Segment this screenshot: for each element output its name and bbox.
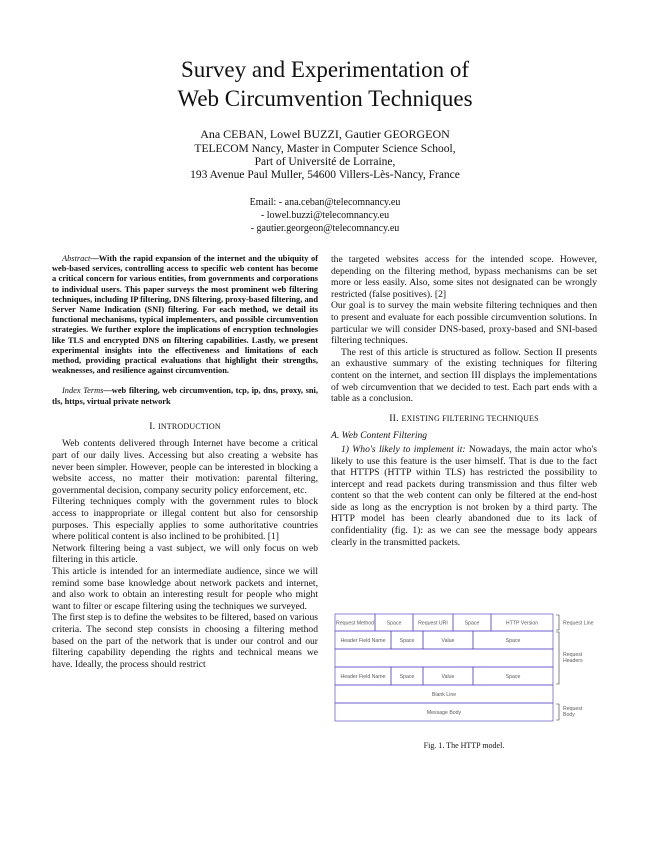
label-request-body: Request bbox=[563, 706, 583, 712]
cell-space: Space bbox=[464, 620, 480, 627]
email-line: - gautier.georgeon@telecomnancy.eu bbox=[250, 223, 400, 234]
right-column bbox=[331, 254, 597, 548]
author-names: Ana CEBAN, Lowel BUZZI, Gautier GEORGEON bbox=[200, 127, 450, 141]
section-number: II. bbox=[389, 412, 402, 424]
index-terms bbox=[52, 386, 318, 406]
http-model-figure bbox=[334, 612, 600, 725]
cell-space: Space bbox=[399, 638, 415, 644]
abstract-text: —With the rapid expansion of the internet and the ubiquity of web-based services, controlling access to specific web content has become a critical concern for various entities, from governments and corporations to individual users. This paper surveys the most prominent web filtering techniques, including IP filtering, DNS filtering, proxy-based filtering, and Server Name Indication (SNI) filtering. For each method, we detail its functional mechanisms, typical implementers, and possible circumvention strategies. We further explore the implications of encryption technologies like TLS and encrypted DNS on filtering capabilities. Lastly, we present experimental insights into the effectiveness and limitations of each method, providing practical evaluations that highlight their strengths, weaknesses, and resilience against circumvention. bbox=[52, 254, 318, 376]
cell-blank-line: Blank Line bbox=[431, 692, 457, 698]
index-terms-text: —web filtering, web circumvention, tcp, ip, dns, proxy, sni, tls, https, virtual private network bbox=[52, 386, 318, 406]
cell-space: Space bbox=[399, 674, 415, 680]
cell-space: Space bbox=[505, 638, 521, 644]
paragraph bbox=[331, 444, 597, 548]
paragraph: the targeted websites access for the intended scope. However, depending on the filtering method, bypass mechanisms can be set more or less easily. Also, some sites not designated can be wrongly restricted (false positives). [2] bbox=[331, 254, 597, 300]
cell-message-body: Message Body bbox=[426, 710, 462, 716]
cell-request-uri: Request URI bbox=[418, 620, 448, 627]
label-request-headers: Headers bbox=[563, 658, 583, 664]
email-line: - lowel.buzzi@telecomnancy.eu bbox=[260, 210, 390, 221]
paragraph: Filtering techniques comply with the government rules to block access to inappropriate or illegal content but also for censorship purposes. This especially applies to some authoritative countries where political content is also inclined to be prohibited. [1] bbox=[52, 496, 318, 543]
abstract bbox=[52, 254, 318, 376]
figure-caption: Fig. 1. The HTTP model. bbox=[423, 741, 505, 750]
paragraph: Network filtering being a vast subject, we will only focus on web filtering in this article. bbox=[52, 542, 318, 566]
paragraph: The first step is to define the websites to be filtered, based on various criteria. The second step consists in choosing a filtering method based on the part of the network that is under our control and our filtering capability depending the rights and technical means we have. Ideally, the process should restrict bbox=[52, 612, 318, 670]
email-block bbox=[0, 196, 650, 235]
paragraph: This article is intended for an intermediate audience, since we will remind some base knowledge about network packets and internet, and also work to obtain an interesting result for people who might want to filter or escape filtering using the techniques we surveyed. bbox=[52, 565, 318, 612]
paragraph-label: 1) Who's likely to implement it: bbox=[341, 443, 466, 455]
label-request-body: Body bbox=[563, 712, 575, 718]
section-heading-introduction bbox=[52, 421, 318, 433]
paragraph: Web contents delivered through Internet have become a critical part of our daily lives. Accessing but also creating a website has never been simpler. However, people can be interested in blocking a website access, no matter their motivation: parental filtering, governmental decision, company security policy enforcement, etc. bbox=[52, 438, 318, 496]
section-number: I. bbox=[149, 420, 158, 432]
paragraph: The rest of this article is structured as follow. Section II presents an exhaustive summary of the existing techniques for filtering content on the internet, and section III displays the implementations of web circumvention that we decided to test. Each part ends with a table as a conclusion. bbox=[331, 346, 597, 405]
cell-value: Value bbox=[441, 638, 455, 644]
author-block bbox=[0, 128, 650, 182]
paragraph-text: Nowadays, the main actor who's likely to use this feature is the user himself. That is due to the fact that HTTPS (HTTP within TLS) has restricted the possibility to intercept and read packets during transmission and thus filter web content so that the web content can only be filtered at the end-host side as long as the encryption is not broken by a third party. The HTTP model has been clearly abandoned due to its lack of confidentiality (fig. 1): as we can see the message body appears clearly in the transmitted packets. bbox=[331, 443, 597, 548]
subsection-heading: A. Web Content Filtering bbox=[331, 430, 428, 442]
section-heading-existing-techniques bbox=[331, 413, 597, 425]
title-line-2: Web Circumvention Techniques bbox=[177, 86, 473, 111]
abstract-label: Abstract bbox=[62, 254, 91, 263]
cell-header-field-name: Header Field Name bbox=[340, 674, 386, 680]
affiliation-line: Part of Université de Lorraine, bbox=[254, 156, 396, 168]
cell-request-method: Request Method bbox=[335, 620, 375, 627]
index-terms-label: Index Terms bbox=[62, 386, 104, 396]
email-line: Email: - ana.ceban@telecomnancy.eu bbox=[249, 197, 401, 208]
section-title: INTRODUCTION bbox=[157, 421, 221, 431]
affiliation-line: 193 Avenue Paul Muller, 54600 Villers-Lès-Nancy, France bbox=[190, 169, 460, 181]
affiliation-line: TELECOM Nancy, Master in Computer Science School, bbox=[194, 143, 456, 155]
cell-space: Space bbox=[505, 674, 521, 680]
left-column bbox=[52, 254, 318, 670]
title-line-1: Survey and Experimentation of bbox=[180, 57, 470, 82]
cell-http-version: HTTP Version bbox=[505, 620, 539, 627]
label-request-headers: Request bbox=[563, 652, 583, 658]
label-request-line: Request Line bbox=[563, 620, 594, 627]
section-title: EXISTING FILTERING TECHNIQUES bbox=[401, 413, 539, 423]
paper-title bbox=[0, 55, 650, 113]
cell-space: Space bbox=[386, 620, 402, 627]
paragraph: Our goal is to survey the main website filtering techniques and then to present and evaluate for each possible circumvention solutions. In particular we will consider DNS-based, proxy-based and SNI-based filtering techniques. bbox=[331, 300, 597, 347]
cell-value: Value bbox=[441, 674, 455, 680]
cell-header-field-name: Header Field Name bbox=[340, 638, 386, 644]
